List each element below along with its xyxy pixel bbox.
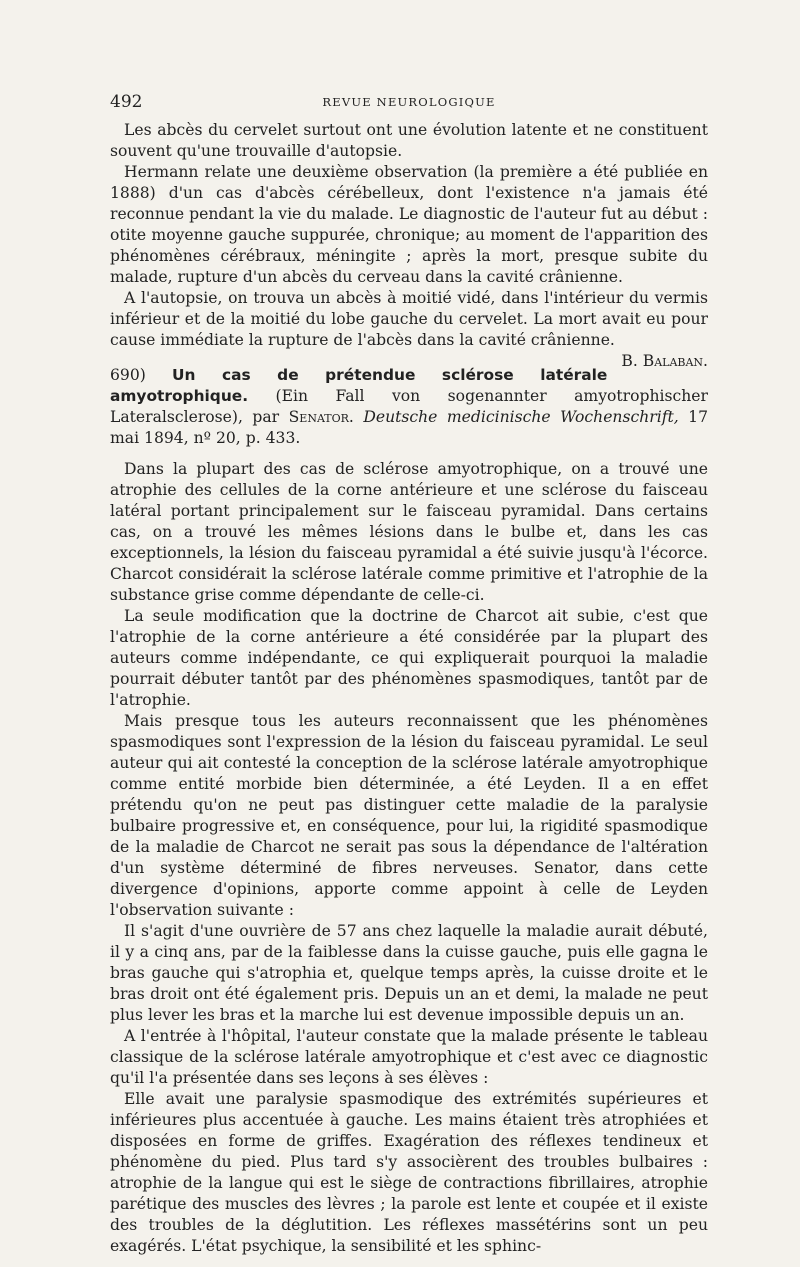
body-paragraph-6: Elle avait une paralysie spasmodique des extrémités supérieures et inférieures plus accentuée à gauche. Les mains étaient très atrophiées et disposées en forme de griffes. Exagération des réflexes tendineux et phénomène du pied. Plus tard s'y associèrent des troubles bulbaires : atrophie de la langue qui est le siège de contractions fibrillaires, atrophie parétique des muscles des lèvres ; la parole est lente et coupée et il existe des troubles de la déglutition. Les réflexes massétérins sont un peu exagérés. L'état psychique, la sensibilité et les sphinc-: [110, 1090, 708, 1255]
page-body: [110, 120, 708, 1257]
article-heading: [110, 365, 708, 449]
body-paragraph-3: Mais presque tous les auteurs reconnaissent que les phénomènes spasmodiques sont l'expression de la lésion du faisceau pyramidal. Le seul auteur qui ait contesté la conception de la sclérose latérale amyotrophique comme entité morbide bien déterminée, a été Leyden. Il a en effet prétendu qu'on ne peut pas distinguer cette maladie de la paralysie bulbaire progressive et, en conséquence, pour lui, la rigidité spasmodique de la maladie de Charcot ne serait pas sous la dépendance de l'altération d'un système déterminé de fibres nerveuses. Senator, dans cette divergence d'opinions, apporte comme appoint à celle de Leyden l'observation suivante :: [110, 712, 708, 919]
page: [110, 92, 708, 1257]
article-entry: [110, 365, 708, 449]
body-paragraph-5: A l'entrée à l'hôpital, l'auteur constate que la malade présente le tableau classique de la sclérose latérale amyotrophique et c'est avec ce diagnostic qu'il l'a présentée dans ses leçons à ses élèves :: [110, 1027, 708, 1087]
body-paragraph-1: Dans la plupart des cas de sclérose amyotrophique, on a trouvé une atrophie des cellules de la corne antérieure et une sclérose du faisceau latéral portant principalement sur le faisceau pyramidal. Dans certains cas, on a trouvé les mêmes lésions dans le bulbe et, dans les cas exceptionnels, la lésion du faisceau pyramidal a été suivie jusqu'à l'écorce. Charcot considérait la sclérose latérale comme primitive et l'atrophie de la substance grise comme dépendante de celle-ci.: [110, 460, 708, 604]
article-journal: Deutsche medicinische Wochenschrift,: [363, 408, 679, 426]
running-title: REVUE NEUROLOGIQUE: [322, 95, 496, 109]
intro-paragraph-2: Hermann relate une deuxième observation (la première a été publiée en 1888) d'un cas d'abcès cérébelleux, dont l'existence n'a jamais été reconnue pendant la vie du malade. Le diagnostic de l'auteur fut au début : otite moyenne gauche suppurée, chronique; au moment de l'apparition des phénomènes cérébraux, méningite ; après la mort, presque subite du malade, rupture d'un abcès du cerveau dans la cavité crânienne.: [110, 163, 708, 286]
body-paragraph-2: La seule modification que la doctrine de Charcot ait subie, c'est que l'atrophie de la corne antérieure a été considérée par la plupart des auteurs comme indépendante, ce qui expliquerait pourquoi la maladie pourrait débuter tantôt par des phénomènes spasmodiques, tantôt par de l'atrophie.: [110, 607, 708, 709]
article-original-title: (Ein Fall von sogenannter amyotrophischer Lateralsclerose), par: [110, 387, 708, 426]
page-number: 492: [110, 92, 143, 112]
article-citation: 17 mai 1894, nº 20, p. 433.: [110, 408, 708, 447]
intro-paragraph-1: Les abcès du cervelet surtout ont une évolution latente et ne constituent souvent qu'une trouvaille d'autopsie.: [110, 121, 708, 160]
page-header: [110, 92, 708, 120]
article-number: 690): [110, 366, 146, 384]
intro-paragraph-3-text: A l'autopsie, on trouva un abcès à moitié vidé, dans l'intérieur du vermis inférieur et de la moitié du lobe gauche du cervelet. La mort avait eu pour cause immédiate la rupture de l'abcès dans la cavité crânienne.: [110, 289, 708, 349]
article-title: Un cas de prétendue sclérose latérale amyotrophique.: [110, 366, 608, 405]
intro-paragraph-3: [110, 288, 708, 370]
review-signature: B. Balaban.: [621, 352, 708, 370]
article-author: Senator.: [288, 408, 354, 426]
body-paragraph-4: Il s'agit d'une ouvrière de 57 ans chez laquelle la maladie aurait débuté, il y a cinq ans, par de la faiblesse dans la cuisse gauche, puis elle gagna le bras gauche qui s'atrophia et, quelque temps après, la cuisse droite et le bras droit ont été également pris. Depuis un an et demi, la malade ne peut plus lever les bras et la marche lui est devenue impossible depuis un an.: [110, 922, 708, 1024]
